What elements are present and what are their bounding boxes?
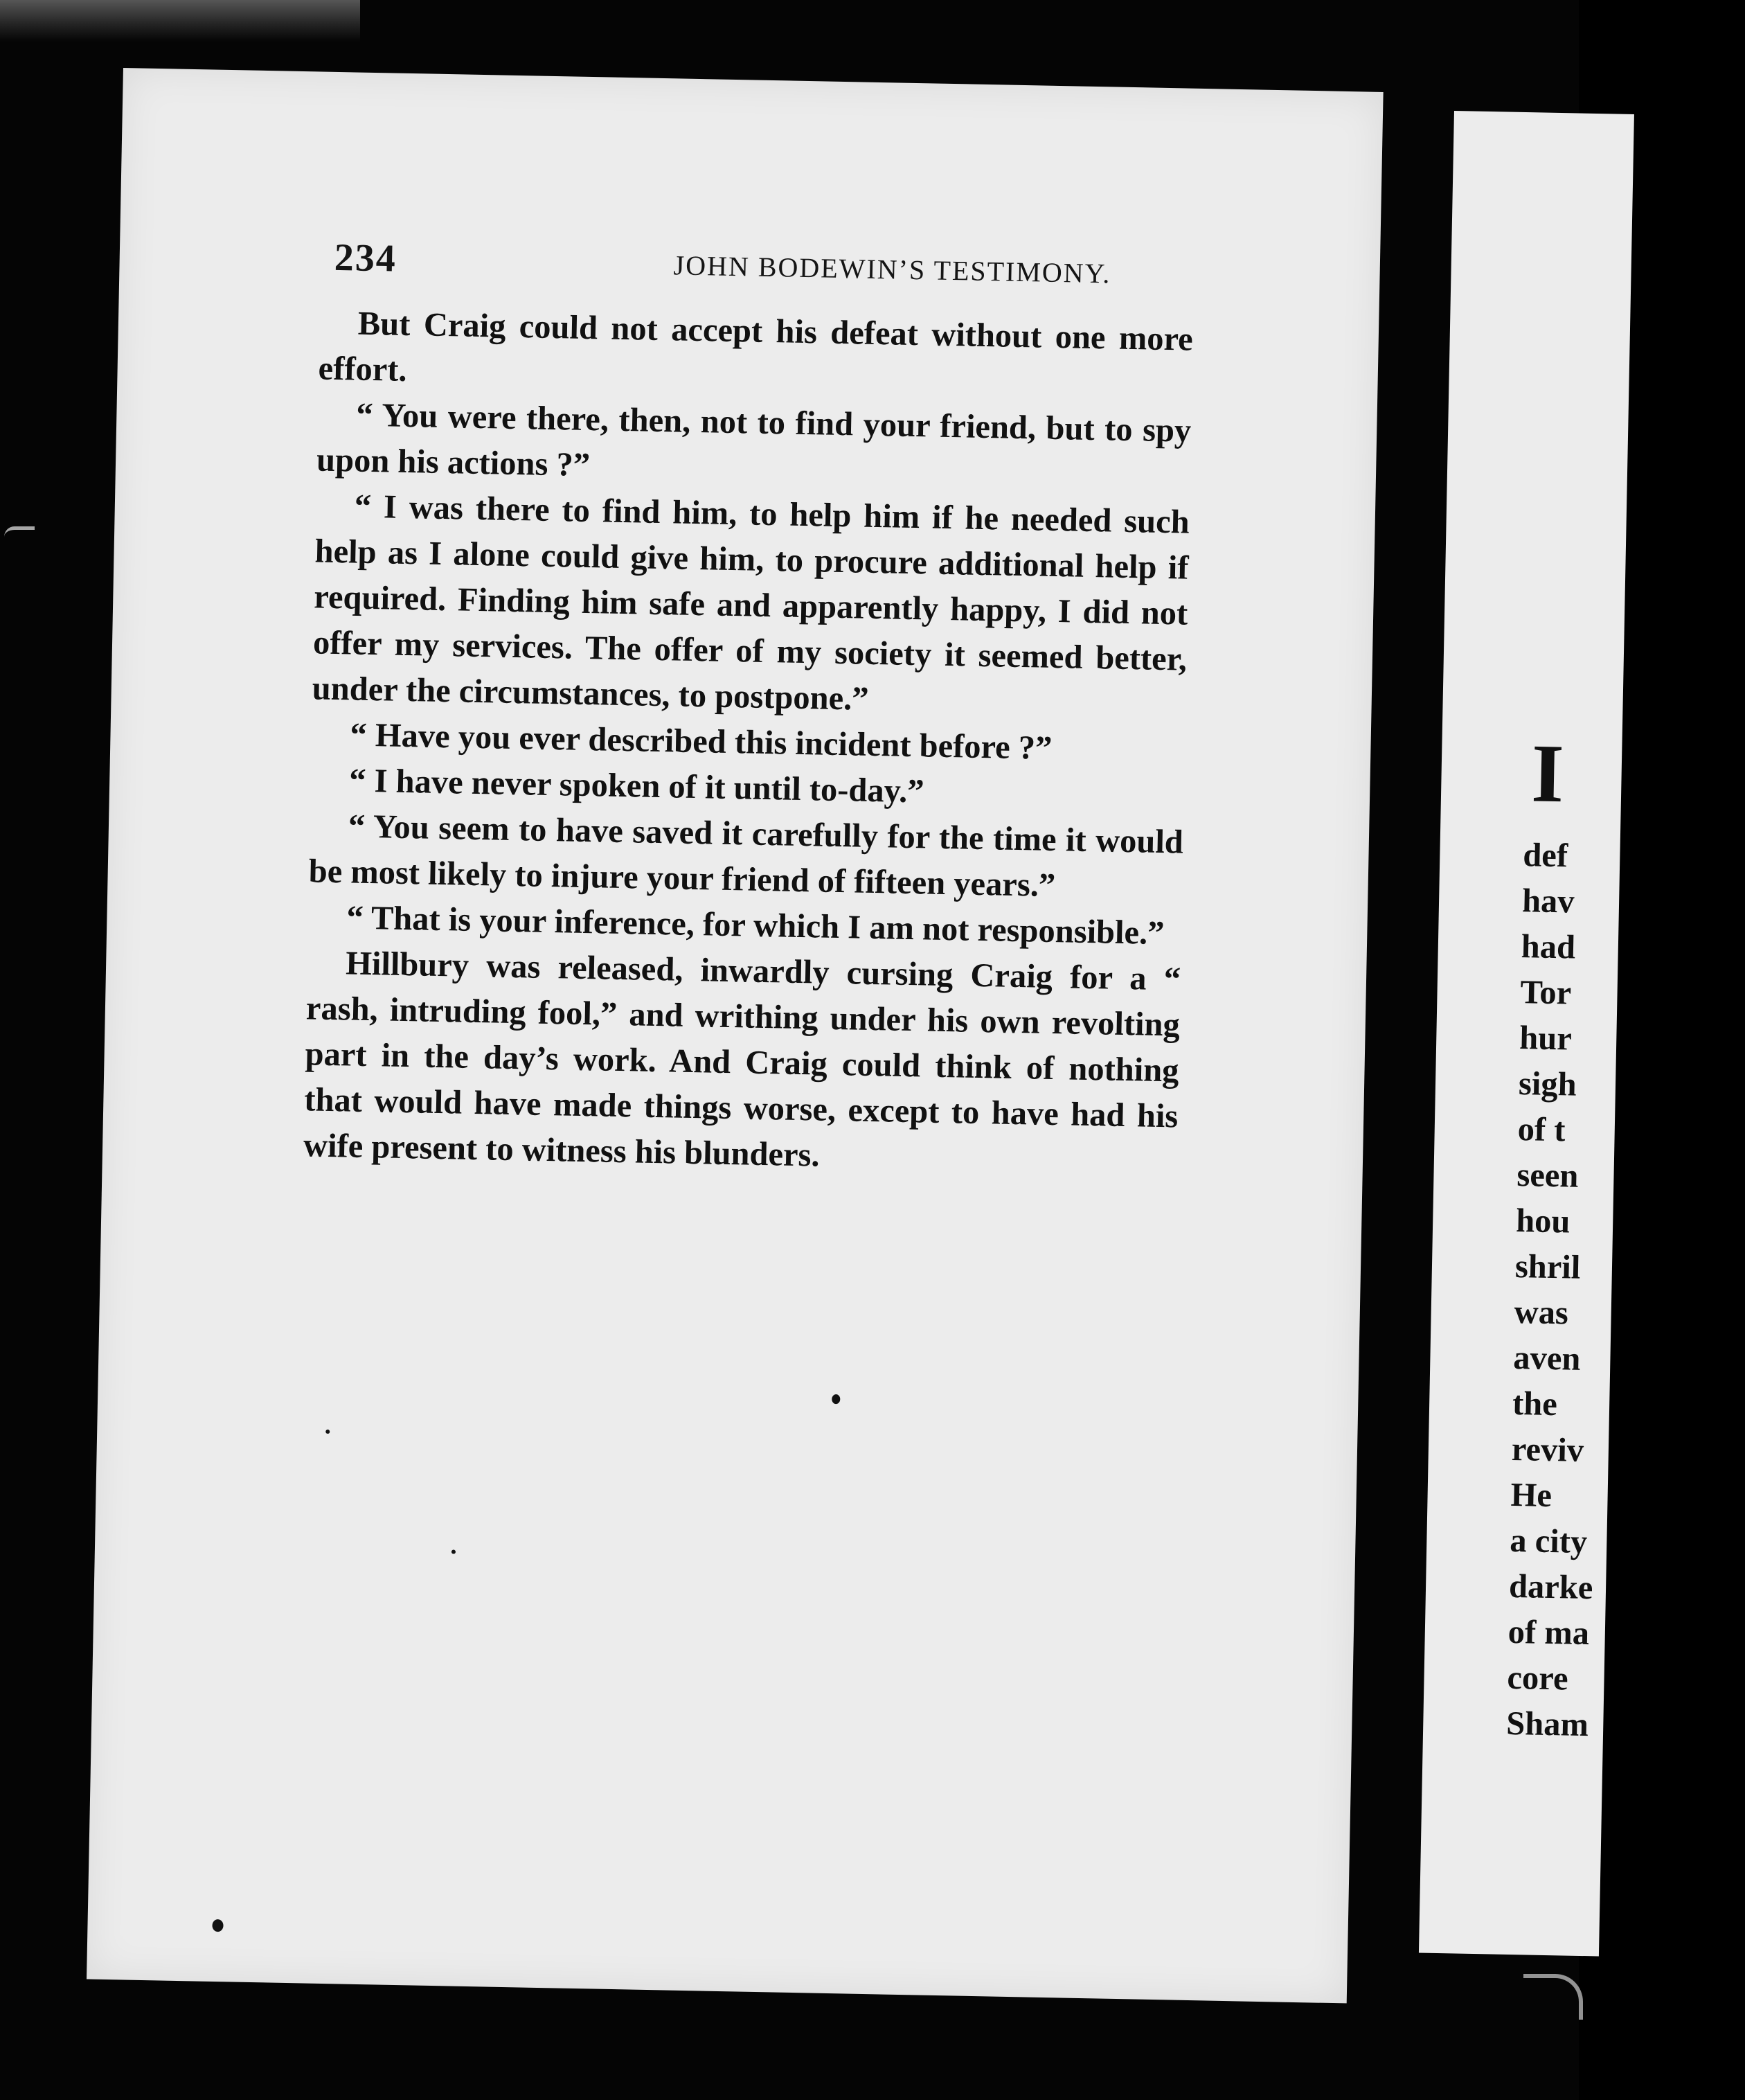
adjacent-page-lines — [1506, 833, 1731, 1751]
line-fragment: was — [1514, 1293, 1569, 1332]
stray-mark-left — [4, 526, 35, 537]
body-text — [303, 301, 1194, 1186]
ink-speck — [325, 1430, 330, 1434]
left-page — [87, 68, 1384, 2003]
page-number: 234 — [334, 235, 397, 281]
line-fragment: of t — [1517, 1111, 1566, 1149]
line-fragment: darke — [1508, 1567, 1593, 1607]
line-fragment: Tor — [1520, 974, 1572, 1012]
paragraph: “ I was there to find him, to help him if he needed such help as I alone could give him, to procure additional help if required. Finding him safe and apparently happy, I did not offer my services. The offer of my society it seemed better, under the circumstances, to postpone.” — [312, 488, 1190, 718]
line-fragment: hur — [1519, 1020, 1573, 1058]
line-fragment: reviv — [1511, 1430, 1584, 1469]
paragraph: Hillbury was released, inwardly cursing Craig for a “ rash, intruding fool,” and writhing under his own revolting part in the day’s work. And Craig could think of nothing that would have made things worse, except to have had his wife present to witness his blunders. — [303, 945, 1181, 1174]
line-fragment: the — [1512, 1385, 1558, 1423]
line-fragment: Sham — [1505, 1705, 1589, 1744]
line-fragment: core — [1507, 1659, 1569, 1698]
paragraph: “ Have you ever described this incident before ?” — [350, 716, 1053, 767]
line-fragment: had — [1521, 928, 1576, 966]
running-head — [334, 235, 1255, 309]
line-fragment: of ma — [1507, 1613, 1590, 1653]
scan-smudge — [0, 0, 360, 42]
ink-speck — [451, 1549, 456, 1554]
line-fragment: aven — [1512, 1339, 1581, 1378]
line-fragment: seen — [1516, 1157, 1579, 1195]
drop-cap: I — [1530, 727, 1565, 820]
stray-mark-bottom-right — [1523, 1974, 1583, 2020]
running-title: JOHN BODEWIN’S TESTIMONY. — [673, 249, 1111, 290]
ink-speck — [212, 1919, 223, 1932]
paragraph: “ You were there, then, not to find your friend, but to spy upon his actions ?” — [316, 396, 1192, 484]
paragraph: “ You seem to have saved it carefully for the time it would be most likely to injure your friend of fifteen years.” — [308, 808, 1184, 905]
line-fragment: hou — [1515, 1202, 1570, 1240]
paragraph: But Craig could not accept his defeat without one more effort. — [318, 305, 1194, 389]
line-fragment: a city — [1509, 1522, 1588, 1561]
line-fragment: sigh — [1518, 1065, 1577, 1103]
line-fragment: shril — [1514, 1248, 1581, 1286]
ink-speck — [832, 1394, 840, 1404]
paragraph: “ I have never spoken of it until to-day.” — [348, 762, 925, 810]
line-fragment: def — [1522, 837, 1568, 875]
line-fragment: He — [1510, 1476, 1552, 1515]
adjacent-page — [1419, 111, 1634, 1957]
paragraph: “ That is your inference, for which I am not responsible.” — [346, 899, 1165, 952]
line-fragment: hav — [1521, 882, 1575, 920]
